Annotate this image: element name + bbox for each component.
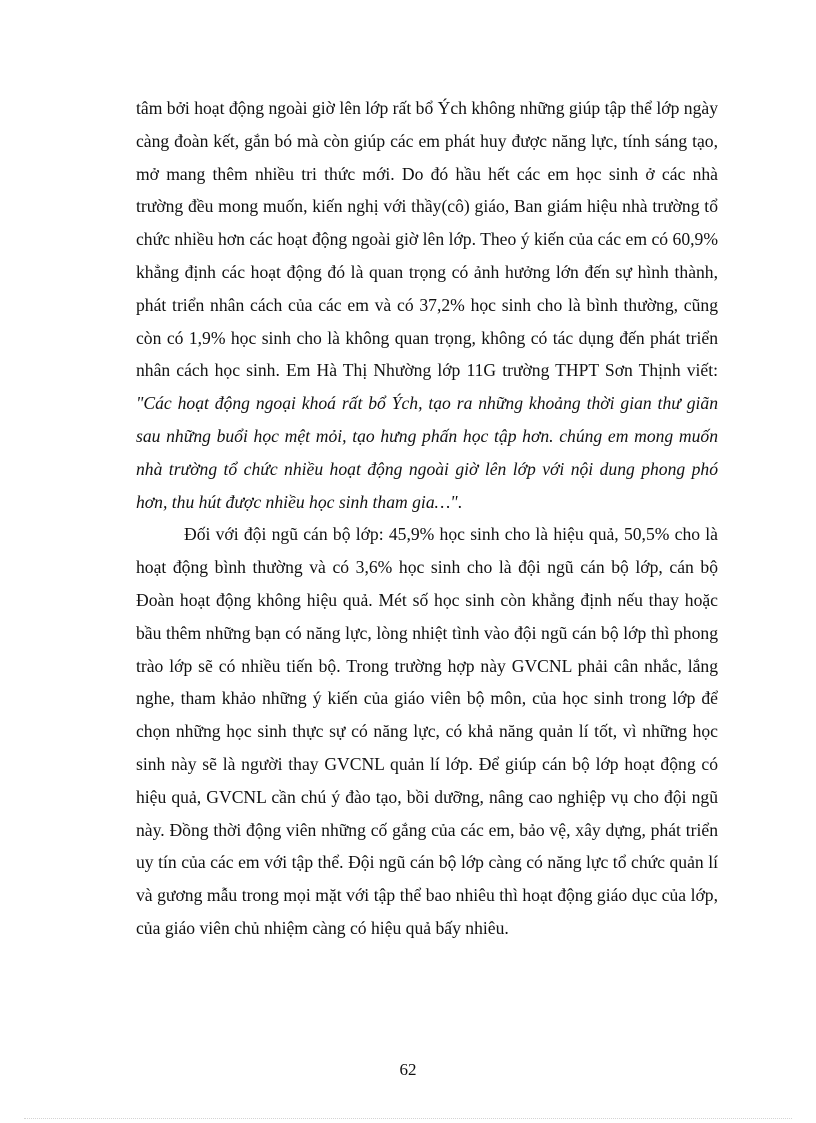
student-quote: "Các hoạt động ngoại khoá rất bổ Ých, tạo ra những khoảng thời gian thư giãn sau những buổi học mệt mỏi, tạo hưng phấn học tập hơn. chúng em mong muốn nhà trường tổ chức nhiều hoạt động ngoài giờ lên lớp với nội dung phong phó hơn, thu hút được nhiều học sinh tham gia…" (136, 393, 718, 512)
paragraph-1-tail: . (457, 491, 463, 512)
document-body (136, 92, 718, 945)
page-number: 62 (399, 1060, 417, 1079)
page-bottom-edge (24, 1118, 792, 1119)
paragraph-2: Đối với đội ngũ cán bộ lớp: 45,9% học sinh cho là hiệu quả, 50,5% cho là hoạt động bình thường và có 3,6% học sinh cho là đội ngũ cán bộ lớp, cán bộ Đoàn hoạt động không hiệu quả. Mét số học sinh còn khẳng định nếu thay hoặc bầu thêm những bạn có năng lực, lòng nhiệt tình vào đội ngũ cán bộ lớp thì phong trào lớp sẽ có nhiều tiến bộ. Trong trường hợp này GVCNL phải cân nhắc, lắng nghe, tham khảo những ý kiến của giáo viên bộ môn, của học sinh trong lớp để chọn những học sinh thực sự có năng lực, có khả năng quản lí tốt, vì những học sinh này sẽ là người thay GVCNL quản lí lớp. Để giúp cán bộ lớp hoạt động có hiệu quả, GVCNL cần chú ý đào tạo, bồi dưỡng, nâng cao nghiệp vụ cho đội ngũ này. Đồng thời động viên những cố gắng của các em, bảo vệ, xây dựng, phát triển uy tín của các em với tập thể. Đội ngũ cán bộ lớp càng có năng lực tổ chức quản lí và gương mẫu trong mọi mặt với tập thể bao nhiêu thì hoạt động giáo dục của lớp, của giáo viên chủ nhiệm càng có hiệu quả bấy nhiêu. (136, 524, 718, 938)
paragraph-1-text: tâm bởi hoạt động ngoài giờ lên lớp rất bổ Ých không những giúp tập thể lớp ngày càng đoàn kết, gắn bó mà còn giúp các em phát huy được năng lực, tính sáng tạo, mở mang thêm nhiều tri thức mới. Do đó hầu hết các em học sinh ở các nhà trường đều mong muốn, kiến nghị với thầy(cô) giáo, Ban giám hiệu nhà trường tổ chức nhiều hơn các hoạt động ngoài giờ lên lớp. Theo ý kiến của các em có 60,9% khẳng định các hoạt động đó là quan trọng có ảnh hưởng lớn đến sự hình thành, phát triển nhân cách của các em và có 37,2% học sinh cho là bình thường, cũng còn có 1,9% học sinh cho là không quan trọng, không có tác dụng đến phát triển nhân cách học sinh. Em Hà Thị Nhường lớp 11G trường THPT Sơn Thịnh viết: (136, 98, 718, 381)
paragraph-1 (136, 92, 718, 518)
